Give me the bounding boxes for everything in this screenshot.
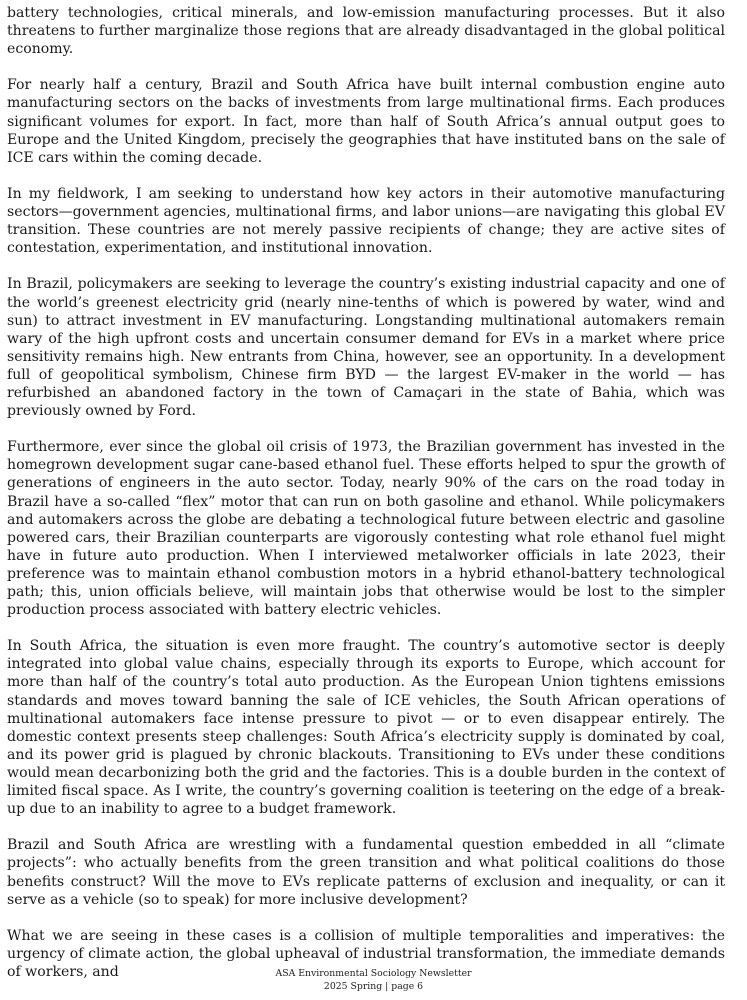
- paragraph-south-africa: In South Africa, the situation is even more fraught. The country’s automotive sector is deeply integrated into global value chains, especially through its exports to Europe, which account for more than half of the country’s total auto production. As the European Union tightens emissions standards and moves toward banning the sale of ICE vehicles, the South African operations of multinational automakers face intense pressure to pivot — or to even disappear entirely. The domestic context presents steep challenges: South Africa’s electricity supply is dominated by coal, and its power grid is plagued by chronic blackouts. Transitioning to EVs under these conditions would mean decarbonizing both the grid and the factories. This is a double burden in the context of limited fiscal space. As I write, the country’s governing coalition is teetering on the edge of a break-up due to an inability to agree to a budget framework.: [7, 638, 725, 818]
- footer-issue-page: 2025 Spring | page 6: [323, 980, 424, 992]
- article-body: [7, 4, 725, 999]
- paragraph-temporalities: What we are seeing in these cases is a collision of multiple temporalities and imperatives: the urgency of climate action, the global upheaval of industrial transformation, the immediate demands of workers, and: [7, 927, 725, 980]
- paragraph-continuation: battery technologies, critical minerals, and low-emission manufacturing processes. But it also threatens to further marginalize those regions that are already disadvantaged in the global political economy.: [7, 5, 725, 58]
- page-footer: [0, 968, 747, 993]
- paragraph-brazil-policy: In Brazil, policymakers are seeking to leverage the country’s existing industrial capacity and one of the world’s greenest electricity grid (nearly nine-tenths of which is powered by water, wind and sun) to attract investment in EV manufacturing. Longstanding multinational automakers remain wary of the high upfront costs and uncertain consumer demand for EVs in a market where price sensitivity remains high. New entrants from China, however, see an opportunity. In a development full of geopolitical symbolism, Chinese firm BYD — the largest EV-maker in the world — has refurbished an abandoned factory in the town of Camaçari in the state of Bahia, which was previously owned by Ford.: [7, 276, 725, 420]
- footer-publication: ASA Environmental Sociology Newsletter: [275, 968, 472, 979]
- paragraph-climate-question: Brazil and South Africa are wrestling with a fundamental question embedded in all “climate projects”: who actually benefits from the green transition and what political coalitions do those benefits construct? Will the move to EVs replicate patterns of exclusion and inequality, or can it serve as a vehicle (so to speak) for more inclusive development?: [7, 837, 725, 908]
- paragraph-ethanol: Furthermore, ever since the global oil crisis of 1973, the Brazilian government has invested in the homegrown development sugar cane-based ethanol fuel. These efforts helped to spur the growth of generations of engineers in the auto sector. Today, nearly 90% of the cars on the road today in Brazil have a so-called “flex” motor that can run on both gasoline and ethanol. While policymakers and automakers across the globe are debating a technological future between electric and gasoline powered cars, their Brazilian counterparts are vigorously contesting what role ethanol fuel might have in future auto production. When I interviewed metalworker officials in late 2023, their preference was to maintain ethanol combustion motors in a hybrid ethanol-battery technological path; this, union officials believe, will maintain jobs that otherwise would be lost to the simpler production process associated with battery electric vehicles.: [7, 439, 725, 619]
- paragraph-brazil-south-africa-history: For nearly half a century, Brazil and South Africa have built internal combustion engine auto manufacturing sectors on the backs of investments from large multinational firms. Each produces significant volumes for export. In fact, more than half of South Africa’s annual output goes to Europe and the United Kingdom, precisely the geographies that have instituted bans on the sale of ICE cars within the coming decade.: [7, 77, 725, 166]
- paragraph-fieldwork: In my fieldwork, I am seeking to understand how key actors in their automotive manufacturing sectors—government agencies, multinational firms, and labor unions—are navigating this global EV transition. These countries are not merely passive recipients of change; they are active sites of contestation, experimentation, and institutional innovation.: [7, 185, 725, 257]
